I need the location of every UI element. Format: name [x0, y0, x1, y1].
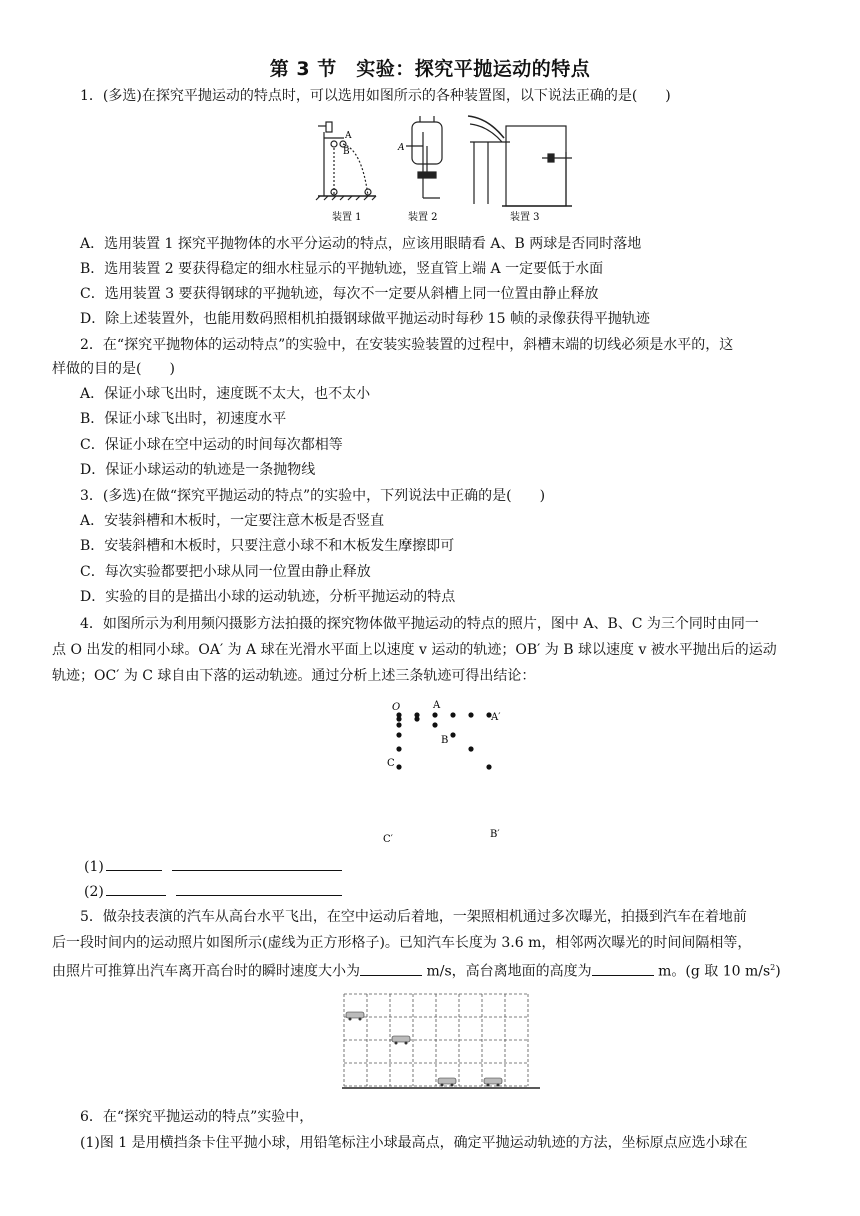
q3-option-a: A．安装斜槽和木板时，一定要注意木板是否竖直 [80, 513, 385, 529]
q2-option-b: B．保证小球飞出时，初速度水平 [80, 411, 287, 427]
q4-answer-1-blank-b[interactable] [172, 856, 342, 871]
q3-option-d: D．实验的目的是描出小球的运动轨迹，分析平抛运动的特点 [80, 589, 456, 605]
car-exposure-3 [438, 1078, 456, 1087]
q1-stem: 1．(多选)在探究平抛运动的特点时，可以选用如图所示的各种装置图，以下说法正确的是( ) [80, 88, 671, 104]
q2-option-d: D．保证小球运动的轨迹是一条抛物线 [80, 462, 316, 478]
q2-stem-line1: 2．在“探究平抛物体的运动特点”的实验中，在安装实验装置的过程中，斜槽末端的切线必须是水平的，这 [80, 337, 734, 353]
car-exposure-1 [346, 1012, 364, 1021]
q4-answer-2-blank-b[interactable] [176, 881, 342, 896]
q5-speed-blank[interactable] [360, 961, 422, 976]
q1-option-a: A．选用装置 1 探究平抛物体的水平分运动的特点，应该用眼睛看 A、B 两球是否同时落地 [80, 236, 642, 252]
c-ball-dot [396, 732, 401, 737]
q5-superscript: 2 [770, 963, 776, 972]
q5-stem-line2: 后一段时间内的运动照片如图所示(虚线为正方形格子)。已知汽车长度为 3.6 m，相邻两次曝光的时间间隔相等， [52, 935, 752, 951]
a-ball-dot [432, 712, 437, 717]
q4-answer-2-blank-a[interactable] [106, 881, 166, 896]
q6-sub1: (1)图 1 是用横挡条卡住平抛小球，用铅笔标注小球最高点，确定平抛运动轨迹的方法，坐标原点应选小球在 [80, 1135, 748, 1151]
q4-answer-1 [84, 856, 844, 877]
q4-answer-2-label: (2) [84, 884, 104, 900]
apparatus-2-drawing [406, 116, 442, 198]
c-ball-dot [396, 746, 401, 751]
c-ball-dot [396, 722, 401, 727]
q3-option-b: B．安装斜槽和木板时，只要注意小球不和木板发生摩擦即可 [80, 538, 455, 554]
label-c: C [387, 758, 395, 769]
section-title: 第 3 节 实验：探究平抛运动的特点 [269, 58, 591, 80]
q2-stem-line2: 样做的目的是( ) [52, 361, 175, 377]
q1-option-b: B．选用装置 2 要获得稳定的细水柱显示的平抛轨迹，竖直管上端 A 一定要低于水面 [80, 261, 604, 277]
label-c-end: C′ [383, 834, 393, 845]
label-a-end: A′ [491, 712, 501, 723]
q4-stem-line2: 点 O 出发的相同小球。OA′ 为 A 球在光滑水平面上以速度 v 运动的轨迹；OB′ 为 B 球以速度 v 被水平抛出后的运动 [52, 642, 777, 658]
dashed-grid [344, 994, 528, 1086]
label-b-end: B′ [490, 829, 500, 840]
q5-height-blank[interactable] [592, 961, 654, 976]
q5-stem-line3 [52, 958, 812, 982]
q3-stem: 3．(多选)在做“探究平抛运动的特点”的实验中，下列说法中正确的是( ) [80, 488, 546, 504]
q4-stem-line1: 4．如图所示为利用频闪摄影方法拍摄的探究物体做平抛运动的特点的照片，图中 A、B、C 为三个同时由同一 [80, 616, 759, 632]
q3-option-c: C．每次实验都要把小球从同一位置由静止释放 [80, 564, 371, 580]
q5-grid-figure [340, 990, 550, 1100]
q6-stem: 6．在“探究平抛运动的特点”实验中， [80, 1109, 314, 1125]
q1-apparatus-figure [310, 112, 580, 228]
apparatus-3-drawing [468, 116, 572, 206]
apparatus-1-caption: 装置 1 [332, 212, 362, 223]
apparatus-3-caption: 装置 3 [510, 212, 540, 223]
q4-answer-1-label: (1) [84, 859, 104, 875]
q1-option-d: D．除上述装置外，也能用数码照相机拍摄钢球做平抛运动时每秒 15 帧的录像获得平抛轨迹 [80, 311, 650, 327]
q1-option-c: C．选用装置 3 要获得钢球的平抛轨迹，每次不一定要从斜槽上同一位置由静止释放 [80, 286, 599, 302]
apparatus-1-letter-a: A [345, 131, 352, 141]
q4-answer-2 [84, 881, 844, 902]
c-ball-dot [396, 716, 401, 721]
q4-strobe-figure [380, 696, 520, 846]
apparatus-2-caption: 装置 2 [408, 212, 438, 223]
b-ball-dot [450, 732, 455, 737]
q4-stem-line3: 轨迹；OC′ 为 C 球自由下落的运动轨迹。通过分析上述三条轨迹可得出结论： [52, 668, 536, 684]
apparatus-2-letter-a: A [398, 143, 405, 153]
car-exposure-2 [392, 1036, 410, 1045]
b-ball-dot [468, 746, 473, 751]
q5-stem-line1: 5．做杂技表演的汽车从高台水平飞出，在空中运动后着地，一架照相机通过多次曝光，拍摄到汽车在着地前 [80, 909, 747, 925]
car-exposure-4 [484, 1078, 502, 1087]
q5-text-a: 由照片可推算出汽车离开高台时的瞬时速度大小为 [52, 963, 360, 980]
label-a: A [433, 700, 441, 711]
q5-text-b: m/s，高台离地面的高度为 [422, 963, 592, 980]
q5-text-d: ) [775, 963, 781, 980]
b-ball-dot [414, 716, 419, 721]
apparatus-1-letter-b: B [343, 147, 350, 157]
b-ball-dot [486, 764, 491, 769]
b-ball-dot [432, 722, 437, 727]
q4-answer-1-blank-a[interactable] [106, 856, 162, 871]
q2-option-c: C．保证小球在空中运动的时间每次都相等 [80, 437, 343, 453]
label-b: B [441, 735, 449, 746]
c-ball-dot [396, 764, 401, 769]
a-ball-dot [468, 712, 473, 717]
q2-option-a: A．保证小球飞出时，速度既不太大，也不太小 [80, 386, 371, 402]
a-ball-dot [450, 712, 455, 717]
label-o: O [392, 702, 401, 713]
q5-text-c: m。(g 取 10 m/s [653, 963, 771, 980]
